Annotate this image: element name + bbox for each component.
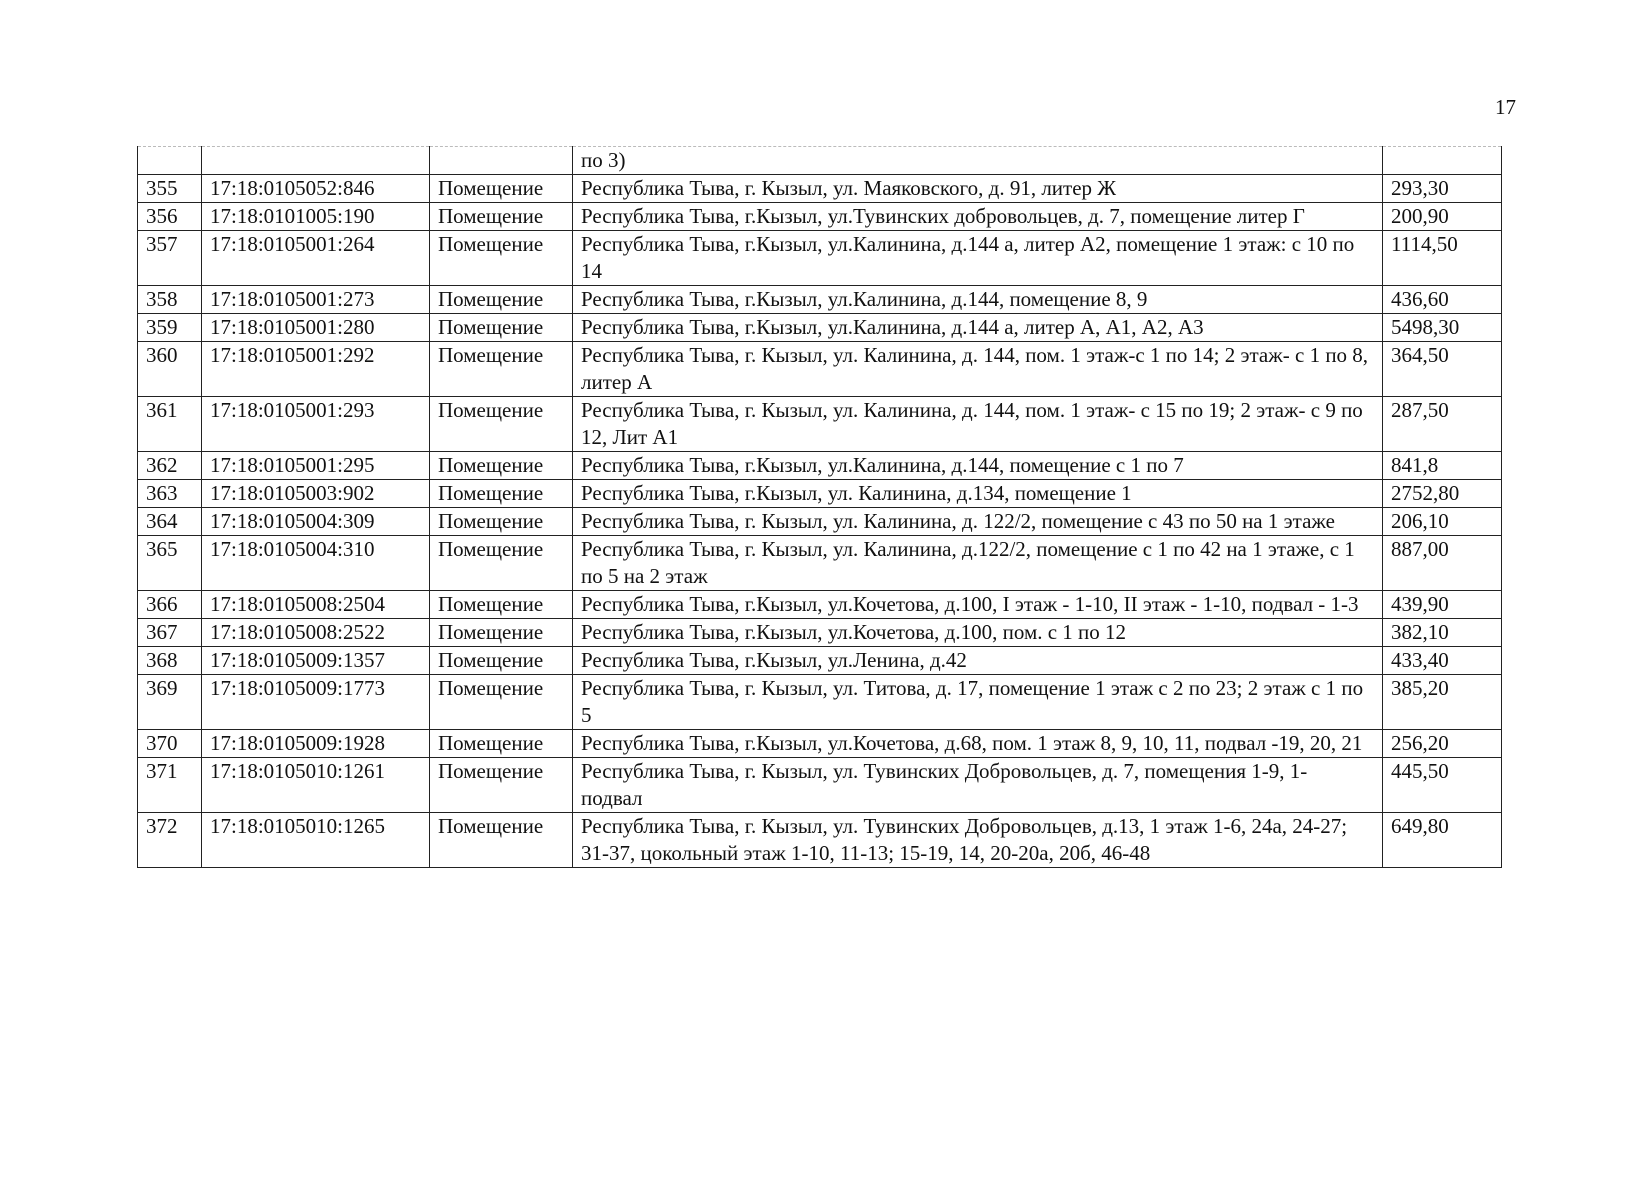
cell-area: 293,30 [1383, 175, 1502, 203]
cell-type: Помещение [430, 342, 573, 397]
table-row [138, 397, 1502, 452]
cell-area: 382,10 [1383, 619, 1502, 647]
cell-num [138, 147, 202, 175]
cell-type [430, 147, 573, 175]
table-row [138, 175, 1502, 203]
table-row [138, 203, 1502, 231]
cell-address: Республика Тыва, г. Кызыл, ул. Тувинских Добровольцев, д. 7, помещения 1-9, 1- подвал [573, 758, 1383, 813]
cell-address: Республика Тыва, г.Кызыл, ул.Калинина, д.144 а, литер А, А1, А2, А3 [573, 314, 1383, 342]
cell-area: 439,90 [1383, 591, 1502, 619]
cell-cadastral: 17:18:0105052:846 [202, 175, 430, 203]
table-row [138, 452, 1502, 480]
cell-num: 365 [138, 536, 202, 591]
cell-cadastral: 17:18:0101005:190 [202, 203, 430, 231]
cell-address: Республика Тыва, г. Кызыл, ул. Маяковского, д. 91, литер Ж [573, 175, 1383, 203]
cell-cadastral: 17:18:0105001:264 [202, 231, 430, 286]
cell-area: 385,20 [1383, 675, 1502, 730]
cell-type: Помещение [430, 314, 573, 342]
cell-type: Помещение [430, 591, 573, 619]
cell-type: Помещение [430, 231, 573, 286]
cell-cadastral: 17:18:0105001:293 [202, 397, 430, 452]
registry-body [138, 147, 1502, 868]
cell-address: Республика Тыва, г.Кызыл, ул.Кочетова, д.68, пом. 1 этаж 8, 9, 10, 11, подвал -19, 20, 21 [573, 730, 1383, 758]
cell-address: Республика Тыва, г.Кызыл, ул.Кочетова, д.100, пом. с 1 по 12 [573, 619, 1383, 647]
cell-num: 358 [138, 286, 202, 314]
cell-cadastral: 17:18:0105008:2504 [202, 591, 430, 619]
table-row [138, 314, 1502, 342]
cell-area: 445,50 [1383, 758, 1502, 813]
cell-address: Республика Тыва, г. Кызыл, ул. Тувинских Добровольцев, д.13, 1 этаж 1-6, 24а, 24-27; 31-37, цокольный этаж 1-10, 11-13; 15-19, 14, 20-20а, 20б, 46-48 [573, 813, 1383, 868]
cell-type: Помещение [430, 175, 573, 203]
cell-address: Республика Тыва, г.Кызыл, ул.Калинина, д.144, помещение 8, 9 [573, 286, 1383, 314]
cell-cadastral: 17:18:0105001:295 [202, 452, 430, 480]
cell-cadastral: 17:18:0105001:280 [202, 314, 430, 342]
cell-num: 361 [138, 397, 202, 452]
cell-cadastral: 17:18:0105009:1928 [202, 730, 430, 758]
cell-cadastral: 17:18:0105004:310 [202, 536, 430, 591]
cell-address: Республика Тыва, г.Кызыл, ул.Калинина, д.144 а, литер А2, помещение 1 этаж: с 10 по 14 [573, 231, 1383, 286]
cell-num: 371 [138, 758, 202, 813]
table-row [138, 480, 1502, 508]
table-row [138, 730, 1502, 758]
cell-area: 256,20 [1383, 730, 1502, 758]
cell-num: 360 [138, 342, 202, 397]
cell-area: 1114,50 [1383, 231, 1502, 286]
table-row [138, 619, 1502, 647]
cell-type: Помещение [430, 730, 573, 758]
table-row [138, 536, 1502, 591]
cell-num: 362 [138, 452, 202, 480]
cell-address: Республика Тыва, г. Кызыл, ул. Калинина, д.122/2, помещение с 1 по 42 на 1 этаже, с 1 по 5 на 2 этаж [573, 536, 1383, 591]
cell-num: 372 [138, 813, 202, 868]
cell-type: Помещение [430, 203, 573, 231]
table-row [138, 231, 1502, 286]
cell-cadastral: 17:18:0105008:2522 [202, 619, 430, 647]
cell-num: 363 [138, 480, 202, 508]
cell-cadastral: 17:18:0105001:273 [202, 286, 430, 314]
cell-cadastral: 17:18:0105001:292 [202, 342, 430, 397]
cell-address: Республика Тыва, г.Кызыл, ул.Калинина, д.144, помещение с 1 по 7 [573, 452, 1383, 480]
cell-area: 433,40 [1383, 647, 1502, 675]
cell-address: Республика Тыва, г. Кызыл, ул. Калинина, д. 144, пом. 1 этаж- с 15 по 19; 2 этаж- с 9 по 12, Лит А1 [573, 397, 1383, 452]
cell-cadastral: 17:18:0105003:902 [202, 480, 430, 508]
cell-num: 355 [138, 175, 202, 203]
table-row [138, 758, 1502, 813]
cell-area [1383, 147, 1502, 175]
cell-num: 367 [138, 619, 202, 647]
cell-type: Помещение [430, 758, 573, 813]
cell-area: 287,50 [1383, 397, 1502, 452]
table-row [138, 591, 1502, 619]
table-row [138, 508, 1502, 536]
cell-address: Республика Тыва, г.Кызыл, ул.Кочетова, д.100, I этаж - 1-10, II этаж - 1-10, подвал - 1-3 [573, 591, 1383, 619]
cell-cadastral: 17:18:0105010:1265 [202, 813, 430, 868]
cell-num: 359 [138, 314, 202, 342]
cell-type: Помещение [430, 286, 573, 314]
table-row [138, 342, 1502, 397]
cell-num: 366 [138, 591, 202, 619]
page-number: 17 [1495, 95, 1516, 119]
cell-area: 841,8 [1383, 452, 1502, 480]
cell-area: 364,50 [1383, 342, 1502, 397]
cell-area: 436,60 [1383, 286, 1502, 314]
cell-type: Помещение [430, 647, 573, 675]
cell-type: Помещение [430, 536, 573, 591]
cell-num: 364 [138, 508, 202, 536]
cell-address: Республика Тыва, г.Кызыл, ул.Ленина, д.42 [573, 647, 1383, 675]
cell-type: Помещение [430, 480, 573, 508]
table-row [138, 813, 1502, 868]
cell-area: 649,80 [1383, 813, 1502, 868]
cell-address: Республика Тыва, г. Кызыл, ул. Калинина, д. 144, пом. 1 этаж-с 1 по 14; 2 этаж- с 1 по 8, литер А [573, 342, 1383, 397]
table-row [138, 647, 1502, 675]
cell-type: Помещение [430, 397, 573, 452]
cell-address: Республика Тыва, г. Кызыл, ул. Калинина, д. 122/2, помещение с 43 по 50 на 1 этаже [573, 508, 1383, 536]
table-row [138, 675, 1502, 730]
cell-area: 2752,80 [1383, 480, 1502, 508]
cell-type: Помещение [430, 508, 573, 536]
cell-num: 370 [138, 730, 202, 758]
cell-cadastral: 17:18:0105009:1773 [202, 675, 430, 730]
continuation-row [138, 147, 1502, 175]
cell-area: 5498,30 [1383, 314, 1502, 342]
cell-num: 368 [138, 647, 202, 675]
cell-address: Республика Тыва, г.Кызыл, ул.Тувинских добровольцев, д. 7, помещение литер Г [573, 203, 1383, 231]
cell-type: Помещение [430, 619, 573, 647]
table-row [138, 286, 1502, 314]
cell-type: Помещение [430, 675, 573, 730]
cell-num: 357 [138, 231, 202, 286]
cell-address: Республика Тыва, г. Кызыл, ул. Титова, д. 17, помещение 1 этаж с 2 по 23; 2 этаж с 1 по 5 [573, 675, 1383, 730]
cell-area: 887,00 [1383, 536, 1502, 591]
cell-num: 369 [138, 675, 202, 730]
cell-num: 356 [138, 203, 202, 231]
cell-type: Помещение [430, 452, 573, 480]
cell-address: Республика Тыва, г.Кызыл, ул. Калинина, д.134, помещение 1 [573, 480, 1383, 508]
cell-address: по 3) [573, 147, 1383, 175]
cell-cadastral: 17:18:0105010:1261 [202, 758, 430, 813]
cell-cadastral [202, 147, 430, 175]
cell-area: 200,90 [1383, 203, 1502, 231]
cell-cadastral: 17:18:0105004:309 [202, 508, 430, 536]
cell-type: Помещение [430, 813, 573, 868]
property-registry-table [137, 146, 1502, 868]
cell-cadastral: 17:18:0105009:1357 [202, 647, 430, 675]
cell-area: 206,10 [1383, 508, 1502, 536]
